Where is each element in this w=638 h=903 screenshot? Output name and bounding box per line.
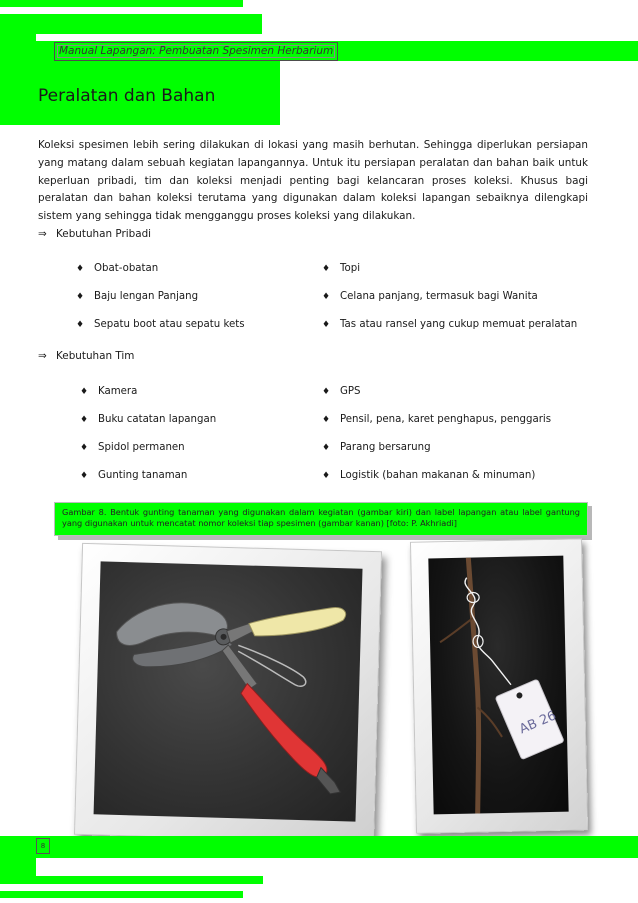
list-item: ♦ Topi [322,263,361,274]
diamond-bullet-icon: ♦ [322,387,331,397]
list-heading-team-label: Kebutuhan Tim [56,350,135,362]
diamond-bullet-icon: ♦ [76,320,85,330]
list-item: ♦ GPS [322,386,361,397]
hanging-label-icon [428,556,568,815]
section-title: Peralatan dan Bahan [38,86,216,106]
footer-decor-bar-middle [0,876,263,884]
pruning-shears-photo [94,561,363,821]
list-item: ♦ Gunting tanaman [80,470,188,481]
diamond-bullet-icon: ♦ [322,264,331,274]
diamond-bullet-icon: ♦ [322,320,331,330]
list-item: ♦ Sepatu boot atau sepatu kets [76,319,245,330]
diamond-bullet-icon: ♦ [76,292,85,302]
diamond-bullet-icon: ♦ [80,443,89,453]
diamond-bullet-icon: ♦ [76,264,85,274]
diamond-bullet-icon: ♦ [80,387,89,397]
list-item: ♦ Logistik (bahan makanan & minuman) [322,470,536,481]
photo-frame-left [74,543,382,843]
header-decor-left-strip [0,34,36,124]
diamond-bullet-icon: ♦ [322,471,331,481]
hanging-label-photo [428,556,568,815]
footer-decor-left-block [0,836,36,876]
list-item: ♦ Tas atau ransel yang cukup memuat peralatan [322,319,578,330]
arrow-right-icon: ⇒ [38,350,47,362]
diamond-bullet-icon: ♦ [322,443,331,453]
running-title: Manual Lapangan: Pembuatan Spesimen Herbarium [54,42,338,61]
footer-decor-bar-wide [0,836,638,858]
list-heading-team [38,349,134,363]
list-heading-personal-label: Kebutuhan Pribadi [56,228,152,240]
arrow-right-icon: ⇒ [38,228,47,240]
tag-label-text: AB 26 [517,708,559,738]
list-item: ♦ Baju lengan Panjang [76,291,199,302]
page-number: 8 [36,838,50,854]
list-item: ♦ Pensil, pena, karet penghapus, penggaris [322,414,552,425]
list-item: ♦ Obat-obatan [76,263,159,274]
diamond-bullet-icon: ♦ [80,471,89,481]
header-decor-bar-middle [0,14,262,34]
diamond-bullet-icon: ♦ [322,292,331,302]
diamond-bullet-icon: ♦ [80,415,89,425]
list-item: ♦ Parang bersarung [322,442,431,453]
pruning-shears-icon [94,561,363,821]
list-item: ♦ Celana panjang, termasuk bagi Wanita [322,291,538,302]
list-item: ♦ Spidol permanen [80,442,185,453]
list-item: ♦ Kamera [80,386,138,397]
header-decor-bar-top [0,0,243,7]
footer-decor-bar-bottom [0,891,243,898]
figure-caption: Gambar 8. Bentuk gunting tanaman yang digunakan dalam kegiatan (gambar kiri) dan label lapangan atau label gantung yang digunakan untuk mencatat nomor koleksi tiap spesimen (gambar kanan) [foto: P. Akhriadi] [54,502,588,536]
diamond-bullet-icon: ♦ [322,415,331,425]
list-heading-personal [38,227,151,241]
photo-frame-right [410,538,588,834]
intro-paragraph: Koleksi spesimen lebih sering dilakukan di lokasi yang masih berhutan. Sehingga diperlukan persiapan yang matang dalam sebuah kegiatan lapangannya. Untuk itu persiapan peralatan dan bahan baik untuk keperluan pribadi, tim dan koleksi menjadi penting bagi kelancaran proses koleksi. Khusus bagi peralatan dan bahan koleksi terutama yang digunakan dalam koleksi lapangan sebaiknya dilengkapi sistem yang sehingga tidak mengganggu proses koleksi yang dilakukan. [38,139,588,223]
list-item: ♦ Buku catatan lapangan [80,414,217,425]
